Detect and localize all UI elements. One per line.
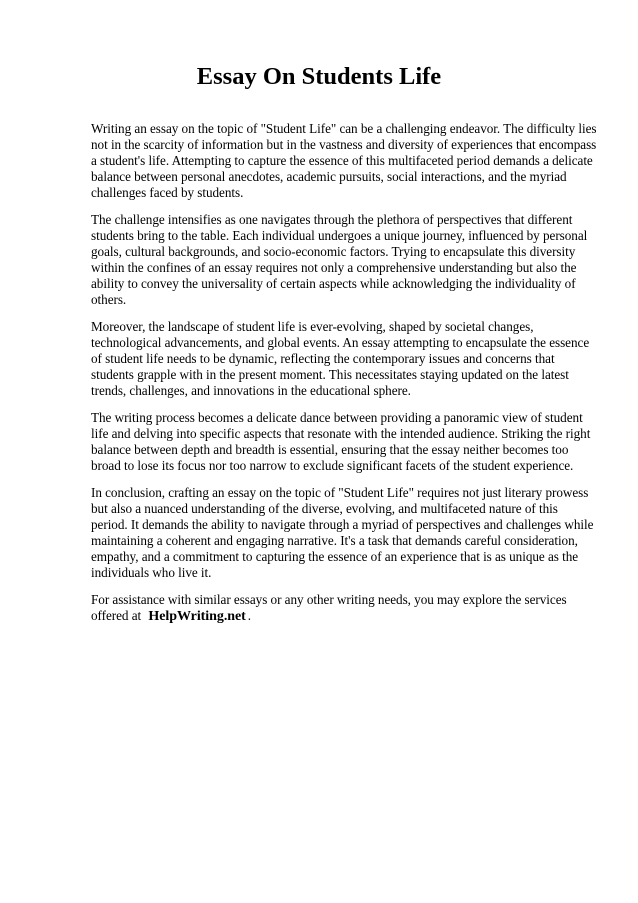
paragraph-3: Moreover, the landscape of student life is ever-evolving, shaped by societal changes, technological advancements, and global events. An essay attempting to encapsulate the essence of student life needs to be dynamic, reflecting the contemporary issues and concerns that students grapple with in the present moment. This necessitates staying updated on the latest trends, challenges, and innovations in the educational sphere. bbox=[91, 318, 590, 398]
essay-body bbox=[91, 121, 597, 636]
page-title: Essay On Students Life bbox=[196, 63, 442, 90]
closing-punctuation: . bbox=[247, 607, 252, 623]
paragraph-1: Writing an essay on the topic of "Student Life" can be a challenging endeavor. The difficulty lies not in the scarcity of information but in the vastness and diversity of experiences that encompass a student's life. Attempting to capture the essence of this multifaceted period demands a delicate balance between personal anecdotes, academic pursuits, social interactions, and the myriad challenges faced by students. bbox=[91, 121, 597, 200]
paragraph-2: The challenge intensifies as one navigates through the plethora of perspectives that different students bring to the table. Each individual undergoes a unique journey, influenced by personal goals, cultural backgrounds, and socio-economic factors. Trying to encapsulate this diversity within the confines of an essay requires not only a comprehensive understanding but also the ability to convey the universality of certain aspects while acknowledging the individuality of others. bbox=[91, 212, 588, 307]
closing-text: For assistance with similar essays or any other writing needs, you may explore the services offered at bbox=[91, 592, 567, 623]
helpwriting-link[interactable]: HelpWriting.net bbox=[148, 608, 246, 624]
closing-paragraph bbox=[91, 592, 597, 625]
paragraph-4: The writing process becomes a delicate dance between providing a panoramic view of student life and delving into specific aspects that resonate with the intended audience. Striking the right balance between depth and breadth is essential, ensuring that the essay neither becomes too broad to lose its focus nor too narrow to exclude significant facets of the student experience. bbox=[91, 410, 591, 473]
paragraph-5: In conclusion, crafting an essay on the topic of "Student Life" requires not just literary prowess but also a nuanced understanding of the diverse, evolving, and multifaceted nature of this period. It demands the ability to navigate through a myriad of perspectives and challenges while maintaining a coherent and engaging narrative. It's a task that demands careful consideration, empathy, and a commitment to capturing the essence of an experience that is as unique as the individuals who live it. bbox=[91, 485, 594, 580]
